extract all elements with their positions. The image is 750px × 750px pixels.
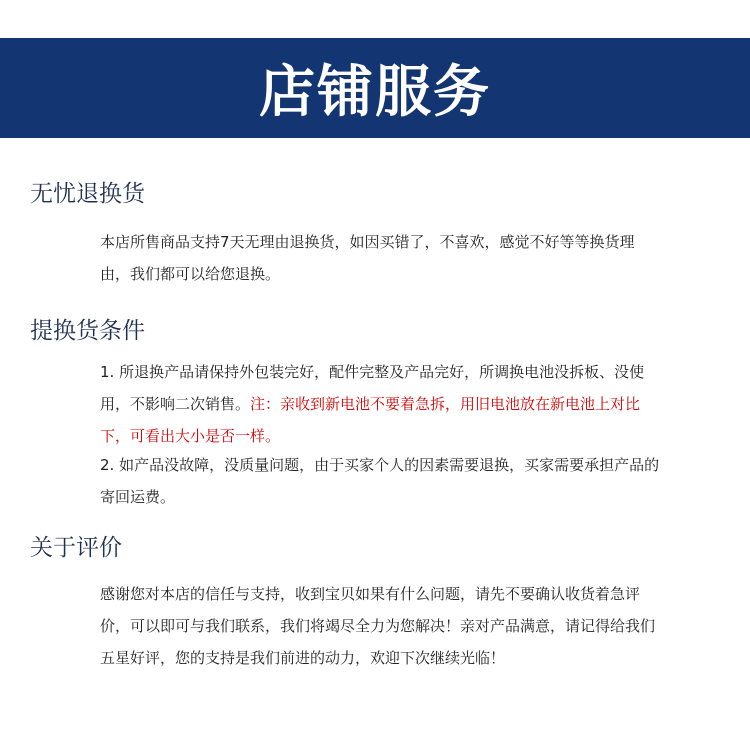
section-heading-hassle-free-returns: 无忧退换货 <box>30 181 145 207</box>
section-heading-exchange-conditions: 提换货条件 <box>30 318 145 344</box>
review-request-text: 感谢您对本店的信任与支持，收到宝贝如果有什么问题，请先不要确认收货着急评价，可以即可与我们联系，我们将竭尽全力为您解决！亲对产品满意，请记得给我们五星好评，您的支持是我们前进的动力，欢迎下次继续光临！ <box>100 585 656 667</box>
exchange-condition-2: 2. 如产品没故障，没质量问题，由于买家个人的因素需要退换，买家需要承担产品的寄回运费。 <box>100 456 660 506</box>
banner-title: 店铺服务 <box>259 60 491 125</box>
returns-policy-text: 本店所售商品支持7天无理由退换货，如因买错了，不喜欢，感觉不好等等换货理由，我们都可以给您退换。 <box>100 233 635 283</box>
header-banner <box>0 38 750 138</box>
section-heading-reviews: 关于评价 <box>30 535 122 561</box>
battery-warning-text: 注：亲收到新电池不要着急拆，用旧电池放在新电池上对比下，可看出大小是否一样。 <box>100 395 641 445</box>
exchange-condition-1 <box>100 356 665 452</box>
exchange-condition-1-text: 1. 所退换产品请保持外包装完好，配件完整及产品完好，所调换电池没拆板、没使用，不影响二次销售。 <box>100 363 645 413</box>
